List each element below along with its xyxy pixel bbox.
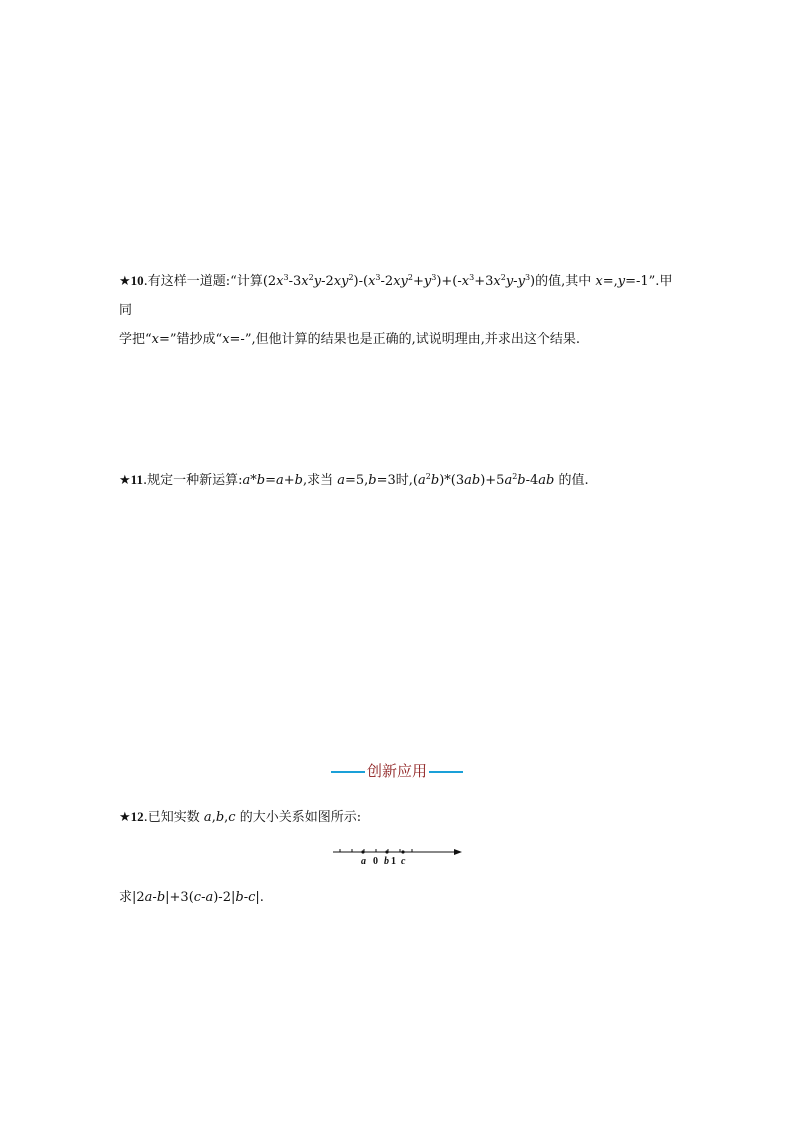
label-0: 0 xyxy=(373,856,378,867)
section-title-text: 创新应用 xyxy=(366,762,427,780)
problem-number: 12 xyxy=(130,809,144,824)
label-c: c xyxy=(401,856,406,867)
star-icon: ★ xyxy=(119,274,131,289)
label-a: a xyxy=(361,856,366,867)
problem-11: ★11.规定一种新运算:a*b=a+b,求当 a=5,b=3时$,(a^2b)*(3ab)+5a^2b-4ab$ 的值. xyxy=(119,472,589,488)
problem-number: 10 xyxy=(130,273,144,288)
point-c xyxy=(401,850,404,853)
arrow-icon xyxy=(454,849,462,855)
star-icon: ★ xyxy=(119,810,131,825)
point-a xyxy=(361,850,364,853)
problem-12-question: 求|2a-b|+3(c-a)-2|b-c|. xyxy=(119,890,264,905)
label-b: b xyxy=(384,856,389,867)
problem-10: ★10.有这样一道题:“计算$(2x^3-3x^2y-2xy^2)-(x^3-2xy^2+y^3)+(-x^3+3x^2y-y^3)$的值,其中 x=,y=-1”.甲同 学把“x=”错抄成“x=-”,但他计算的结果也是正确的,试说明理由,并求出这个结果. xyxy=(119,273,673,347)
title-rule-left xyxy=(331,771,365,773)
label-1: 1 xyxy=(391,856,396,867)
point-b xyxy=(385,850,388,853)
star-icon: ★ xyxy=(119,473,131,488)
problem-number: 11 xyxy=(130,472,143,487)
problem-12: ★12.已知实数 a,b,c 的大小关系如图所示: xyxy=(119,809,362,825)
number-line-figure xyxy=(332,844,464,868)
title-rule-right xyxy=(429,771,463,773)
section-title xyxy=(0,760,794,782)
